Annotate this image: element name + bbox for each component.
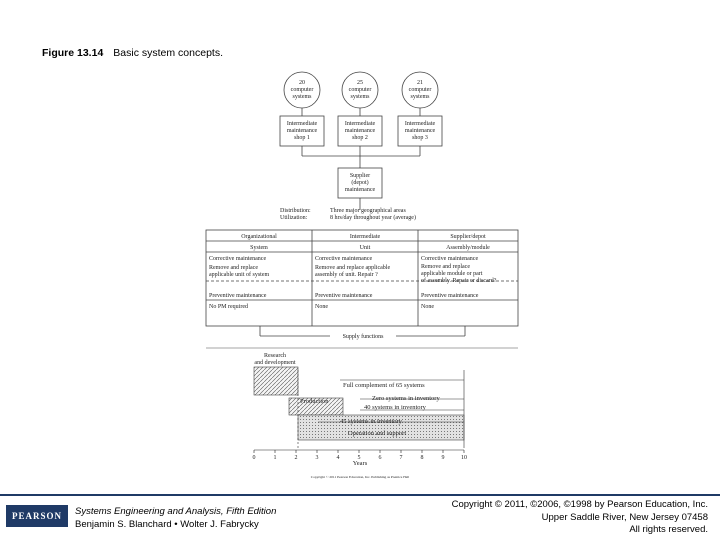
level-item-assembly: Assembly/module xyxy=(446,245,490,251)
copyright-notice xyxy=(452,499,708,537)
figure-title xyxy=(42,47,223,59)
footer-rule xyxy=(0,494,720,496)
shop-1-l3: shop 1 xyxy=(294,135,310,141)
system-label-2b: systems xyxy=(350,94,370,100)
year-tick-label: 10 xyxy=(461,455,467,461)
shop-1-l1: Intermediate xyxy=(286,121,318,127)
book-authors: Benjamin S. Blanchard • Wolter J. Fabrycky xyxy=(75,519,259,530)
forty-inventory-label: 40 systems in inventory xyxy=(364,404,426,411)
utilization-text: 8 hrs/day throughout year (average) xyxy=(330,215,416,221)
years-label: Years xyxy=(352,460,368,467)
supplier-l1: Supplier xyxy=(349,173,371,179)
org-p1: No PM required xyxy=(209,304,248,310)
year-tick-label: 9 xyxy=(441,455,445,461)
year-tick-label: 4 xyxy=(336,455,340,461)
level-item-unit: Unit xyxy=(359,245,371,251)
level-header-organizational: Organizational xyxy=(241,234,277,240)
year-tick-label: 5 xyxy=(357,455,361,461)
utilization-label: Utilization: xyxy=(280,215,308,221)
figure-number: Figure 13.14 xyxy=(42,47,104,59)
shop-3-l3: shop 3 xyxy=(412,135,428,141)
system-label-3b: systems xyxy=(410,94,430,100)
copyright-line-3: All rights reserved. xyxy=(629,524,708,535)
sup-p1: None xyxy=(421,304,434,310)
book-title: Systems Engineering and Analysis, Fifth Edition xyxy=(75,506,277,517)
shop-2-l1: Intermediate xyxy=(344,121,376,127)
year-tick-label: 2 xyxy=(294,455,298,461)
full-complement-label: Full complement of 65 systems xyxy=(343,382,425,389)
distribution-label: Distribution: xyxy=(280,208,311,214)
int-c2: assembly of unit. Repair ? xyxy=(315,272,378,278)
copyright-line-2: Upper Saddle River, New Jersey 07458 xyxy=(541,511,708,523)
rd-label-1: Research xyxy=(264,353,286,359)
rd-bar xyxy=(254,367,298,395)
int-preventive: Preventive maintenance xyxy=(315,293,373,299)
level-item-system: System xyxy=(250,245,268,251)
level-header-supplier: Supplier/depot xyxy=(450,234,486,240)
year-tick-label: 0 xyxy=(252,455,256,461)
org-preventive: Preventive maintenance xyxy=(209,293,267,299)
fortyfive-inventory-label: 45 systems in inventory xyxy=(340,418,402,425)
supply-functions: Supply functions xyxy=(342,334,384,340)
int-corrective: Corrective maintenance xyxy=(315,256,373,262)
shop-3-l2: maintenance xyxy=(404,128,436,134)
rd-label-2: and development xyxy=(254,360,296,366)
zero-inventory-label: Zero systems in inventory xyxy=(372,395,440,402)
system-count-1: 20 xyxy=(299,80,305,86)
level-header-intermediate: Intermediate xyxy=(349,234,381,240)
shop-2-l2: maintenance xyxy=(344,128,376,134)
shop-1-l2: maintenance xyxy=(286,128,318,134)
ops-label: Operation and support xyxy=(348,430,407,437)
shop-3-l1: Intermediate xyxy=(404,121,436,127)
year-tick-label: 7 xyxy=(399,455,403,461)
system-count-2: 25 xyxy=(357,80,363,86)
org-c2: applicable unit of system xyxy=(209,272,270,278)
production-label: Production xyxy=(300,398,329,405)
int-p1: None xyxy=(315,304,328,310)
year-tick-label: 8 xyxy=(420,455,424,461)
figure-caption: Basic system concepts. xyxy=(113,47,223,59)
system-label-1b: systems xyxy=(292,94,312,100)
system-concepts-diagram xyxy=(200,70,520,482)
year-tick-label: 1 xyxy=(273,455,277,461)
org-c1: Remove and replace xyxy=(209,265,258,271)
copyright-line-1: Copyright © 2011, ©2006, ©1998 by Pearson Education, Inc. xyxy=(451,499,708,510)
system-label-1a: computer xyxy=(290,87,314,93)
sup-c1: Remove and replace xyxy=(421,264,470,270)
system-label-3a: computer xyxy=(408,87,432,93)
system-count-3: 21 xyxy=(417,80,423,86)
book-info xyxy=(75,505,276,531)
supplier-l3: maintenance xyxy=(344,187,376,193)
distribution-text: Three major geographical areas xyxy=(330,208,406,214)
sup-c3: of assembly. Repair or discard? xyxy=(421,278,497,284)
int-c1: Remove and replace applicable xyxy=(315,265,391,271)
year-tick-label: 3 xyxy=(315,455,319,461)
system-label-2a: computer xyxy=(348,87,372,93)
pearson-logo: PEARSON xyxy=(6,505,68,527)
year-tick-label: 6 xyxy=(378,455,382,461)
sup-preventive: Preventive maintenance xyxy=(421,293,479,299)
figure-credit: Copyright © 2011 Pearson Education, Inc. Publishing as Prentice Hall xyxy=(310,475,410,479)
org-corrective: Corrective maintenance xyxy=(209,256,267,262)
shop-2-l3: shop 2 xyxy=(352,135,368,141)
supplier-l2: (depot) xyxy=(351,180,369,186)
sup-c2: applicable module or part xyxy=(421,271,483,277)
sup-corrective: Corrective maintenance xyxy=(421,256,479,262)
